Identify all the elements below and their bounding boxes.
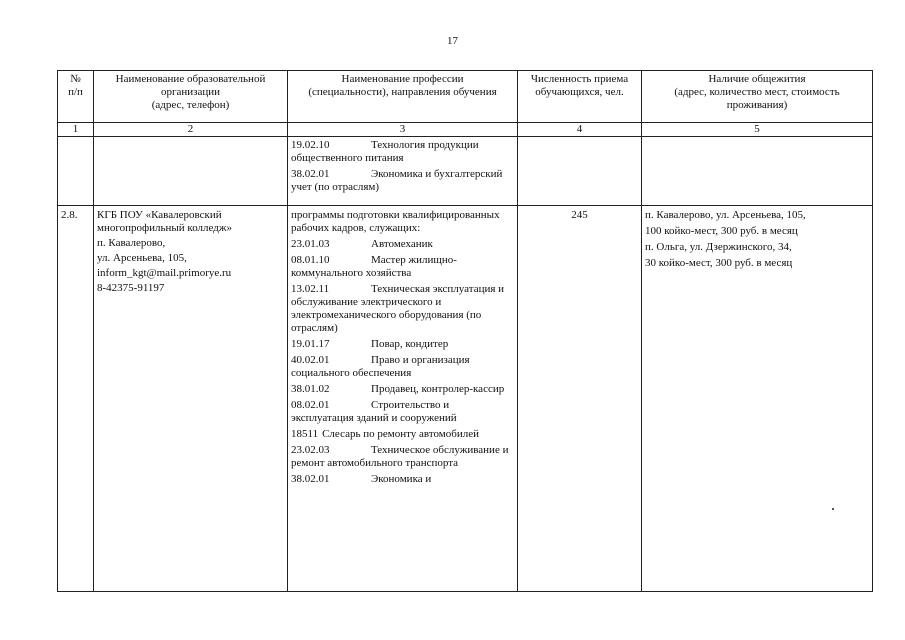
header-enrollment — [518, 71, 642, 123]
column-number: 4 — [518, 123, 642, 137]
program-entry — [291, 473, 514, 486]
program-name: Право и организация социального обеспечения — [291, 354, 470, 379]
program-entry — [291, 354, 514, 380]
program-entry — [291, 399, 514, 425]
header-text-line: п/п — [68, 86, 83, 98]
row-2-8 — [58, 206, 873, 592]
program-name: Повар, кондитер — [371, 338, 449, 350]
program-name: Экономика и — [371, 473, 432, 485]
continued-number-cell — [58, 137, 94, 206]
organization-name: КГБ ПОУ «Кавалеровский многопрофильный колледж» — [97, 209, 232, 234]
program-code: 13.02.11 — [291, 283, 330, 295]
program-name: Техническое обслуживание и ремонт автомобильного транспорта — [291, 444, 509, 469]
program-entry — [291, 238, 514, 251]
enrollment-cell: 245 — [518, 206, 642, 592]
header-text-line: Численность приема обучающихся, чел. — [530, 73, 629, 98]
column-number-row — [58, 123, 873, 137]
program-name: Продавец, контролер-кассир — [371, 383, 505, 395]
program-entry — [291, 254, 514, 280]
header-text-line: (адрес, телефон) — [151, 99, 230, 111]
organization-address-street: ул. Арсеньева, 105, — [97, 252, 187, 264]
program-code: 19.02.10 — [291, 139, 330, 151]
header-text-line: (адрес, количество мест, стоимость проживания) — [674, 86, 840, 111]
scan-speck — [832, 508, 834, 510]
program-code: 38.02.01 — [291, 168, 330, 180]
program-code: 08.01.10 — [291, 254, 330, 266]
program-name: Экономика и бухгалтерский учет (по отраслям) — [291, 168, 503, 193]
program-name: Техническая эксплуатация и обслуживание электрического и электромеханического оборудования (по отраслям) — [291, 283, 505, 334]
programs-cell — [288, 206, 518, 592]
program-code: 38.01.02 — [291, 383, 330, 395]
header-text-line: Наличие общежития — [708, 73, 806, 85]
program-name: Автомеханик — [371, 238, 433, 250]
header-profession — [288, 71, 518, 123]
program-name: Технология продукции общественного питания — [291, 139, 479, 164]
header-dormitory — [642, 71, 873, 123]
program-code: 40.02.01 — [291, 354, 330, 366]
organization-address-town: п. Кавалерово, — [97, 237, 166, 249]
header-text-line: Наименование профессии — [341, 73, 464, 85]
program-entry — [291, 383, 514, 396]
program-entry — [291, 168, 514, 194]
program-code: 19.01.17 — [291, 338, 330, 350]
continued-dormitory-cell — [642, 137, 873, 206]
column-number: 3 — [288, 123, 518, 137]
program-code: 23.02.03 — [291, 444, 330, 456]
column-number: 2 — [94, 123, 288, 137]
header-organization — [94, 71, 288, 123]
dormitory-address: п. Ольга, ул. Дзержинского, 34, — [645, 241, 792, 253]
program-code: 23.01.03 — [291, 238, 330, 250]
program-name: Слесарь по ремонту автомобилей — [322, 428, 479, 440]
organization-email: inform_kgt@mail.primorye.ru — [97, 267, 232, 279]
header-text-line: Наименование образовательной организации — [115, 73, 266, 98]
continued-programs-cell — [288, 137, 518, 206]
admissions-table — [57, 70, 873, 592]
program-entry — [291, 444, 514, 470]
program-name: Мастер жилищно-коммунального хозяйства — [291, 254, 457, 279]
dormitory-cell — [642, 206, 873, 592]
continued-org-cell — [94, 137, 288, 206]
program-code: 38.02.01 — [291, 473, 330, 485]
continued-enrollment-cell — [518, 137, 642, 206]
dormitory-capacity: 30 койко-мест, 300 руб. в месяц — [645, 257, 793, 269]
program-name: Строительство и эксплуатация зданий и сооружений — [291, 399, 457, 424]
header-row — [58, 71, 873, 123]
continued-row — [58, 137, 873, 206]
program-code: 08.02.01 — [291, 399, 330, 411]
dormitory-capacity: 100 койко-мест, 300 руб. в месяц — [645, 225, 798, 237]
program-entry — [291, 283, 514, 335]
program-code: 18511 — [291, 428, 319, 440]
organization-cell — [94, 206, 288, 592]
header-text-line: № — [70, 73, 81, 85]
programs-intro: программы подготовки квалифицированных рабочих кадров, служащих: — [291, 209, 500, 234]
header-text-line: (специальности), направления обучения — [308, 86, 497, 98]
program-entry — [291, 139, 514, 165]
organization-phone: 8-42375-91197 — [97, 282, 165, 294]
dormitory-address: п. Кавалерово, ул. Арсеньева, 105, — [645, 209, 806, 221]
column-number: 1 — [58, 123, 94, 137]
program-entry — [291, 338, 514, 351]
column-number: 5 — [642, 123, 873, 137]
program-entry — [291, 428, 514, 441]
page-number: 17 — [447, 35, 458, 47]
header-number — [58, 71, 94, 123]
row-number: 2.8. — [58, 206, 94, 592]
